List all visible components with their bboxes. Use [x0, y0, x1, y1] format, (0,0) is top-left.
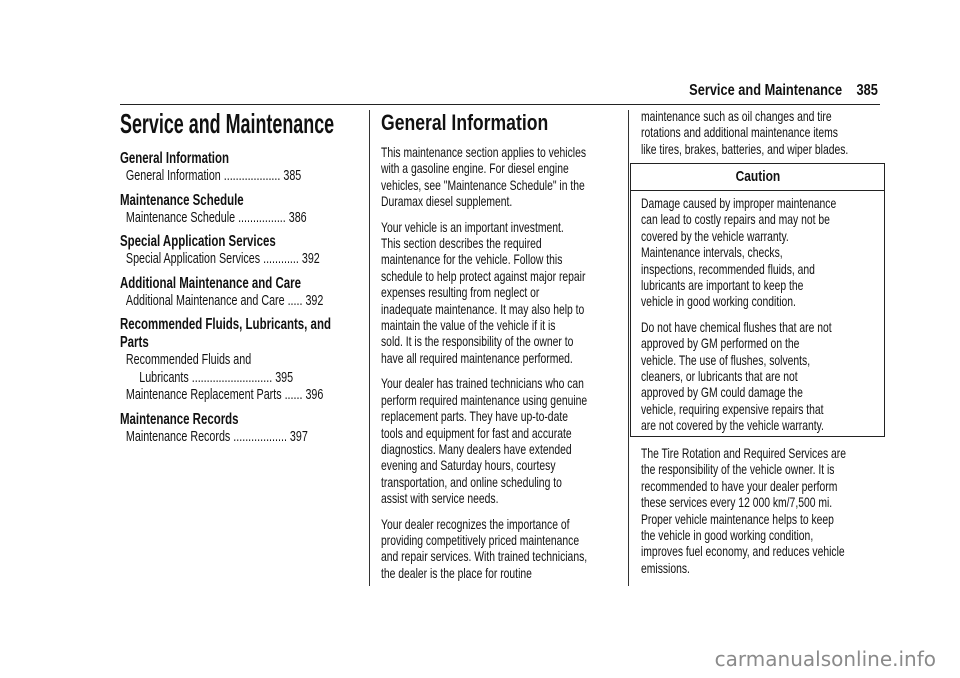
paragraph [381, 144, 618, 210]
text-line: The Tire Rotation and Required Services are [641, 445, 847, 461]
text-line: inspections, recommended fluids, and [641, 260, 815, 277]
toc-heading: Additional Maintenance and Care [120, 274, 302, 292]
chapter-title: Service and Maintenance [120, 108, 335, 139]
paragraph [641, 445, 878, 576]
text-line: vehicle. The use of flushes, solvents, [641, 351, 811, 368]
toc-entry[interactable]: Maintenance Schedule ................ 386 [125, 209, 307, 226]
text-line: maintenance such as oil changes and tire [641, 108, 832, 124]
text-line: are not covered by the vehicle warranty. [641, 417, 824, 434]
text-line: covered by the vehicle warranty. [641, 227, 789, 244]
toc-heading: General Information [120, 150, 229, 167]
text-line: approved by GM performed on the [641, 335, 800, 352]
right-column-top [641, 108, 878, 166]
text-line: Damage caused by improper maintenance [641, 195, 837, 211]
text-line: these services every 12 000 km/7,500 mi. [641, 494, 833, 511]
text-line: providing competitively priced maintenance [381, 531, 580, 548]
toc-heading: Maintenance Schedule [120, 191, 244, 209]
header-section-title: Service and Maintenance [689, 82, 843, 99]
text-line: vehicle, requiring expensive repairs that [641, 400, 824, 417]
text-line: inadequate maintenance. It may also help to [381, 300, 585, 317]
section-body [381, 144, 618, 581]
text-line: Proper vehicle maintenance helps to keep [641, 510, 834, 527]
caution-title [631, 164, 884, 191]
text-line: schedule to help protect against major repair [381, 267, 586, 284]
text-line: like tires, brakes, batteries, and wiper blades. [641, 140, 849, 157]
text-line: evening and Saturday hours, courtesy [381, 457, 556, 474]
toc-entry[interactable]: Recommended Fluids and [125, 352, 252, 368]
header-rule [120, 104, 880, 105]
text-line: recommended to have your dealer perform [641, 477, 838, 494]
text-line: maintain the value of the vehicle if it is [381, 317, 556, 334]
text-line: This section describes the required [381, 235, 542, 252]
paragraph [381, 516, 618, 582]
text-line: Maintenance intervals, checks, [641, 244, 783, 261]
text-line: sold. It is the responsibility of the owner to [381, 333, 574, 350]
toc-heading: Maintenance Records [120, 410, 239, 428]
text-line: This maintenance section applies to vehicles [381, 144, 587, 160]
page-number: 385 [856, 82, 878, 99]
text-line: Your dealer has trained technicians who can [381, 375, 584, 392]
running-header [675, 82, 878, 100]
toc-entry[interactable]: Lubricants ........................... 395 [139, 369, 294, 386]
paragraph [381, 375, 618, 506]
text-line: the responsibility of the vehicle owner. It is [641, 461, 835, 478]
text-line: with a gasoline engine. For diesel engine [381, 160, 569, 177]
text-line: lubricants are important to keep the [641, 277, 804, 294]
text-line: Your dealer recognizes the importance of [381, 515, 570, 532]
text-line: tools and equipment for fast and accurate [381, 424, 572, 441]
text-line: Duramax diesel supplement. [381, 193, 513, 210]
paragraph [641, 108, 878, 157]
text-line: vehicles, see "Maintenance Schedule" in the [381, 176, 585, 193]
toc-entry[interactable]: Special Application Services ............ 392 [125, 251, 320, 267]
text-line: diagnostics. Many dealers have extended [381, 440, 572, 457]
paragraph [381, 219, 618, 367]
toc-heading: Parts [120, 334, 149, 351]
paragraph [641, 195, 878, 310]
section-title: General Information [381, 110, 549, 135]
text-line: and repair services. With trained technicians, [381, 548, 588, 565]
text-line: the dealer is the place for routine [381, 564, 532, 581]
watermark: carmanualsonline.info [714, 647, 936, 671]
text-line: Your vehicle is an important investment. [381, 218, 564, 235]
table-of-contents [120, 150, 357, 446]
toc-heading: Special Application Services [120, 233, 276, 250]
text-line: maintenance for the vehicle. Follow this [381, 251, 563, 268]
right-column-bottom [641, 445, 878, 585]
text-line: assist with service needs. [381, 490, 499, 507]
text-line: transportation, and online scheduling to [381, 473, 562, 490]
caution-box [630, 163, 885, 437]
text-line: approved by GM could damage the [641, 384, 803, 401]
toc-heading: Recommended Fluids, Lubricants, and [120, 316, 331, 333]
toc-entry[interactable]: Maintenance Records .................. 397 [125, 428, 308, 445]
text-line: can lead to costly repairs and may not be [641, 211, 830, 228]
caution-body [641, 195, 878, 443]
text-line: have all required maintenance performed. [381, 349, 573, 366]
text-line: Do not have chemical flushes that are not [641, 318, 832, 335]
text-line: replacement parts. They have up-to-date [381, 408, 568, 425]
text-line: emissions. [641, 559, 690, 576]
text-line: improves fuel economy, and reduces vehicle [641, 543, 845, 560]
text-line: cleaners, or lubricants that are not [641, 368, 798, 385]
toc-entry[interactable]: Additional Maintenance and Care ..... 392 [125, 292, 324, 309]
text-line: the vehicle in good working condition, [641, 527, 814, 544]
paragraph [641, 319, 878, 434]
toc-entry[interactable]: Maintenance Replacement Parts ...... 396 [125, 387, 324, 403]
text-line: expenses resulting from neglect or [381, 284, 540, 301]
column-divider [369, 110, 370, 586]
caution-title-text: Caution [735, 168, 780, 185]
toc-entry[interactable]: General Information ................... 385 [125, 168, 302, 184]
text-line: perform required maintenance using genuine [381, 391, 588, 408]
text-line: rotations and additional maintenance items [641, 124, 838, 141]
text-line: vehicle in good working condition. [641, 293, 796, 310]
